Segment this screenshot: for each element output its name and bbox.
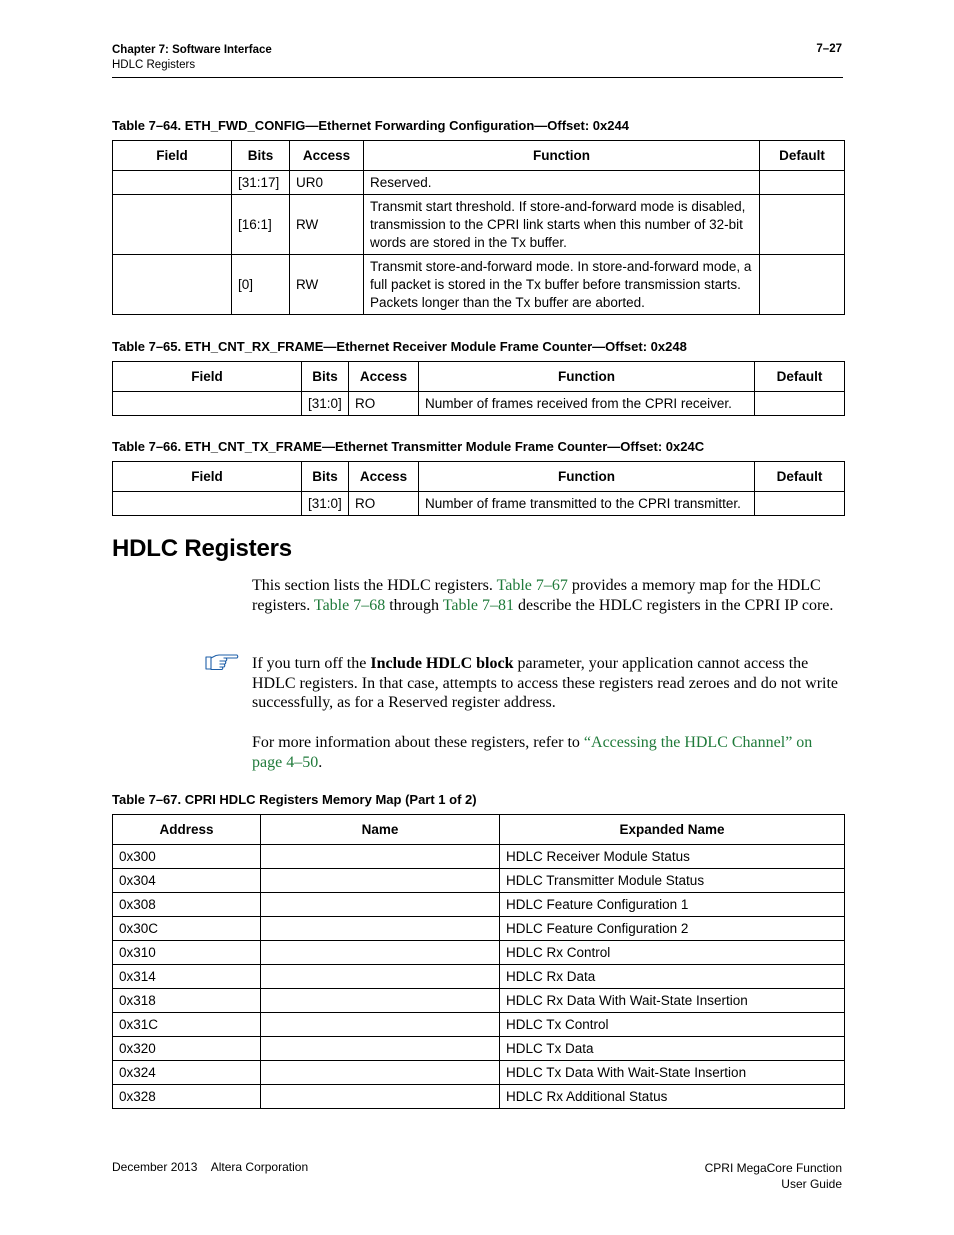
footer-right: [705, 1160, 842, 1192]
pointing-hand-icon: [205, 653, 239, 671]
col-header-access: Access: [290, 141, 364, 171]
table-header-row: [113, 362, 845, 392]
cell-access: RO: [349, 492, 419, 516]
cell-name: [261, 869, 500, 893]
cell-address: 0x324: [113, 1061, 261, 1085]
cell-default: [760, 195, 845, 255]
reference-paragraph: [252, 733, 844, 772]
cell-address: 0x314: [113, 965, 261, 989]
cell-expanded-name: HDLC Rx Data: [500, 965, 845, 989]
header-rule: [112, 77, 843, 78]
text-run: through: [385, 596, 443, 614]
cell-address: 0x308: [113, 893, 261, 917]
cell-name: [261, 989, 500, 1013]
cell-access: RW: [290, 255, 364, 315]
cell-field: [113, 392, 302, 416]
cell-bits: [31:0]: [302, 392, 349, 416]
text-run: If you turn off the: [252, 655, 371, 672]
cell-expanded-name: HDLC Receiver Module Status: [500, 845, 845, 869]
table-64-caption: Table 7–64. ETH_FWD_CONFIG—Ethernet Forwarding Configuration—Offset: 0x244: [112, 118, 629, 133]
table-row: [113, 255, 845, 315]
table-67: [112, 814, 845, 1109]
table-row: [113, 492, 845, 516]
table-row: [113, 1061, 845, 1085]
cell-address: 0x30C: [113, 917, 261, 941]
table-row: [113, 917, 845, 941]
cell-field: [113, 255, 232, 315]
table-66-caption: Table 7–66. ETH_CNT_TX_FRAME—Ethernet Transmitter Module Frame Counter—Offset: 0x24C: [112, 439, 705, 454]
cell-expanded-name: HDLC Rx Additional Status: [500, 1085, 845, 1109]
table-row: [113, 1013, 845, 1037]
cell-access: RW: [290, 195, 364, 255]
cell-bits: [0]: [232, 255, 290, 315]
cell-expanded-name: HDLC Transmitter Module Status: [500, 869, 845, 893]
table-header-row: [113, 462, 845, 492]
cell-default: [755, 392, 845, 416]
section-title: HDLC Registers: [112, 59, 196, 71]
cell-expanded-name: HDLC Tx Data With Wait-State Insertion: [500, 1061, 845, 1085]
cell-bits: [31:0]: [302, 492, 349, 516]
footer-left: [112, 1160, 308, 1174]
cell-address: 0x31C: [113, 1013, 261, 1037]
cell-name: [261, 941, 500, 965]
cell-access: RO: [349, 392, 419, 416]
table-65: [112, 361, 845, 416]
cell-expanded-name: HDLC Tx Control: [500, 1013, 845, 1037]
col-header-function: Function: [419, 362, 755, 392]
link-table-7-68[interactable]: Table 7–68: [313, 596, 386, 614]
cell-address: 0x328: [113, 1085, 261, 1109]
col-header-default: Default: [760, 141, 845, 171]
cell-bits: [16:1]: [232, 195, 290, 255]
table-row: [113, 171, 845, 195]
section-heading: HDLC Registers: [112, 535, 292, 562]
col-header-bits: Bits: [302, 362, 349, 392]
link-accessing-hdlc-channel[interactable]: “Accessing the HDLC Channel” on page 4–50: [252, 734, 813, 771]
col-header-name: Name: [261, 815, 500, 845]
table-header-row: [113, 815, 845, 845]
col-header-field: Field: [113, 462, 302, 492]
table-row: [113, 845, 845, 869]
table-row: [113, 941, 845, 965]
table-row: [113, 1037, 845, 1061]
col-header-access: Access: [349, 462, 419, 492]
table-row: [113, 989, 845, 1013]
col-header-default: Default: [755, 462, 845, 492]
cell-name: [261, 845, 500, 869]
cell-name: [261, 1061, 500, 1085]
text-run: parameter, your application cannot access the HDLC registers. In that case, attempts to access these registers read zeroes and do not write successfully, as for a Reserved register address.: [252, 655, 839, 712]
col-header-function: Function: [364, 141, 760, 171]
cell-expanded-name: HDLC Tx Data: [500, 1037, 845, 1061]
cell-function: Number of frame transmitted to the CPRI transmitter.: [419, 492, 755, 516]
cell-address: 0x310: [113, 941, 261, 965]
cell-expanded-name: HDLC Rx Control: [500, 941, 845, 965]
text-run: This section lists the HDLC registers.: [252, 577, 497, 594]
note-paragraph: [252, 654, 844, 713]
cell-name: [261, 965, 500, 989]
text-run: provides a memory map for the HDLC registers.: [252, 577, 821, 614]
cell-bits: [31:17]: [232, 171, 290, 195]
cell-expanded-name: HDLC Feature Configuration 1: [500, 893, 845, 917]
cell-field: [113, 171, 232, 195]
cell-name: [261, 917, 500, 941]
cell-address: 0x318: [113, 989, 261, 1013]
text-run: describe the HDLC registers in the CPRI IP core.: [514, 596, 834, 614]
col-header-address: Address: [113, 815, 261, 845]
text-run: For more information about these registers, refer to: [252, 734, 584, 751]
link-table-7-67[interactable]: Table 7–67: [496, 577, 568, 594]
table-67-body: [113, 845, 845, 1109]
table-64: [112, 140, 845, 315]
col-header-default: Default: [755, 362, 845, 392]
cell-name: [261, 893, 500, 917]
cell-access: UR0: [290, 171, 364, 195]
cell-address: 0x300: [113, 845, 261, 869]
cell-name: [261, 1085, 500, 1109]
table-row: [113, 392, 845, 416]
cell-name: [261, 1037, 500, 1061]
cell-default: [760, 171, 845, 195]
table-66: [112, 461, 845, 516]
col-header-field: Field: [113, 141, 232, 171]
table-row: [113, 893, 845, 917]
col-header-field: Field: [113, 362, 302, 392]
cell-name: [261, 1013, 500, 1037]
running-header: [112, 43, 272, 73]
col-header-access: Access: [349, 362, 419, 392]
cell-expanded-name: HDLC Feature Configuration 2: [500, 917, 845, 941]
cell-function: Reserved.: [364, 171, 760, 195]
cell-function: Transmit start threshold. If store-and-forward mode is disabled, transmission to the CPRI link starts when this number of 32-bit words are stored in the Tx buffer.: [364, 195, 760, 255]
col-header-bits: Bits: [302, 462, 349, 492]
cell-field: [113, 195, 232, 255]
intro-paragraph: [252, 576, 844, 615]
cell-address: 0x320: [113, 1037, 261, 1061]
table-row: [113, 965, 845, 989]
cell-expanded-name: HDLC Rx Data With Wait-State Insertion: [500, 989, 845, 1013]
table-65-caption: Table 7–65. ETH_CNT_RX_FRAME—Ethernet Receiver Module Frame Counter—Offset: 0x248: [112, 339, 687, 354]
link-table-7-81[interactable]: Table 7–81: [442, 596, 515, 614]
parameter-name: Include HDLC block: [370, 655, 514, 672]
page-number: 7–27: [816, 43, 842, 55]
cell-default: [755, 492, 845, 516]
table-67-caption: Table 7–67. CPRI HDLC Registers Memory Map (Part 1 of 2): [112, 792, 477, 807]
cell-function: Transmit store-and-forward mode. In store-and-forward mode, a full packet is stored in the Tx buffer before transmission starts. Packets longer than the Tx buffer are aborted.: [364, 255, 760, 315]
chapter-title: Chapter 7: Software Interface: [112, 44, 272, 56]
col-header-expanded-name: Expanded Name: [500, 815, 845, 845]
cell-function: Number of frames received from the CPRI receiver.: [419, 392, 755, 416]
footer-doc: User Guide: [781, 1177, 842, 1191]
table-row: [113, 195, 845, 255]
col-header-bits: Bits: [232, 141, 290, 171]
col-header-function: Function: [419, 462, 755, 492]
table-row: [113, 869, 845, 893]
cell-field: [113, 492, 302, 516]
cell-address: 0x304: [113, 869, 261, 893]
cell-default: [760, 255, 845, 315]
footer-date: December 2013: [112, 1160, 198, 1174]
text-run: .: [318, 753, 323, 771]
table-row: [113, 1085, 845, 1109]
footer-company: Altera Corporation: [210, 1160, 309, 1174]
footer-product: CPRI MegaCore Function: [704, 1161, 842, 1175]
table-header-row: [113, 141, 845, 171]
